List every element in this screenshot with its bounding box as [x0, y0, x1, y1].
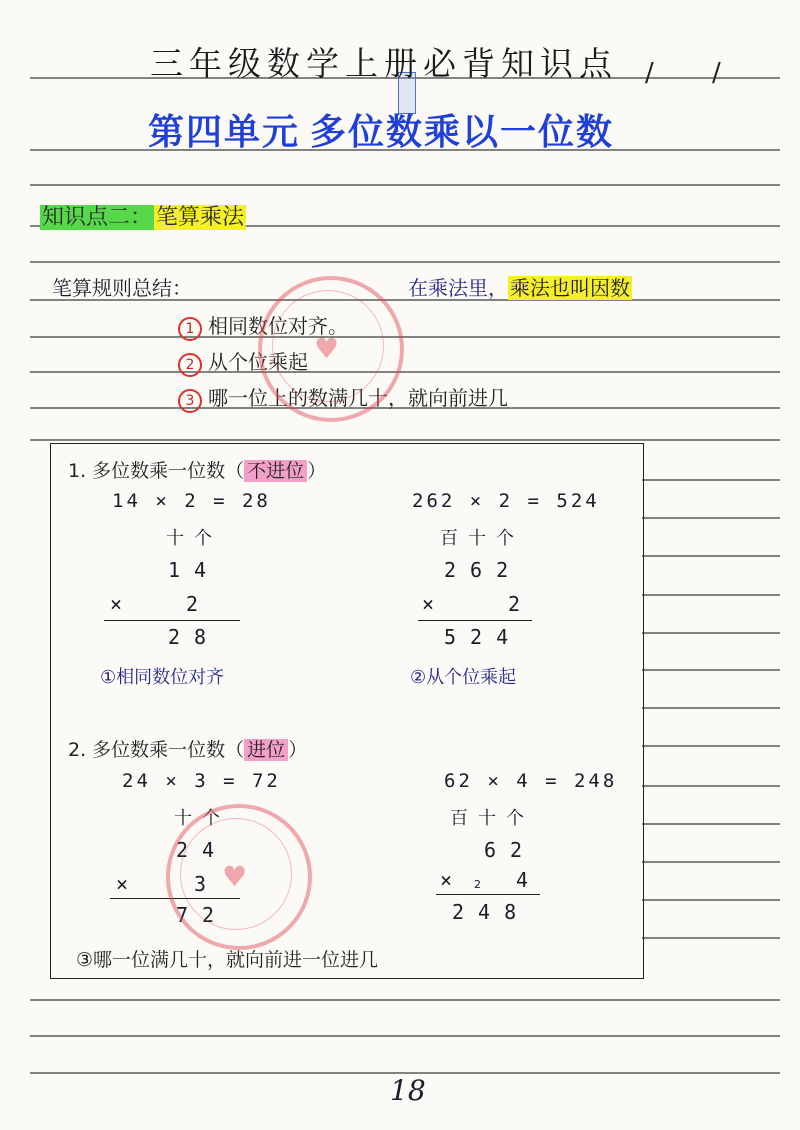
- unit-subtitle: 多位数乘以一位数: [310, 112, 615, 153]
- section1-left-bottom: 2: [186, 592, 213, 616]
- section2-left-result: 72: [176, 903, 229, 927]
- knowledge-point-heading: [40, 200, 246, 231]
- section1-left-result: 28: [168, 625, 221, 649]
- section1-note-right: ②从个位乘起: [410, 667, 517, 688]
- red-stamp: [166, 804, 312, 950]
- rule-number: 2: [178, 353, 202, 377]
- heart-icon: ♥: [222, 860, 248, 893]
- section2-left-mult: ×: [116, 872, 143, 896]
- section2-left-bottom: 3: [194, 872, 221, 896]
- section2-right-result: 248: [452, 900, 531, 924]
- section1-left-mult: ×: [110, 592, 137, 616]
- section2-right-places: 百十个: [450, 808, 534, 829]
- section1-tag: 不进位: [244, 460, 307, 482]
- section1-heading-close: ）: [307, 460, 327, 482]
- unit-title: 第四单元: [148, 112, 301, 153]
- rule-number: 1: [178, 317, 202, 341]
- section1-right-mult: ×: [422, 592, 449, 616]
- section1-heading-text: 1. 多位数乘一位数（: [68, 460, 245, 482]
- section2-heading-close: ）: [288, 739, 308, 761]
- page-title: 三年级数学上册必背知识点: [150, 44, 618, 83]
- section2-right-mult: ×: [440, 868, 467, 892]
- section1-right-equation: 262 × 2 = 524: [412, 490, 600, 512]
- slash-mark: /: [645, 58, 654, 88]
- section1-right-result: 524: [444, 625, 523, 649]
- section2-left-equation: 24 × 3 = 72: [122, 770, 281, 792]
- rule-text: 哪一位上的数满几十，就向前进几: [208, 386, 508, 410]
- section2-tag: 进位: [244, 739, 288, 761]
- section2-note: ③哪一位满几十，就向前进一位进几: [76, 949, 379, 971]
- page-number: 18: [390, 1074, 426, 1107]
- section1-left-equation: 14 × 2 = 28: [112, 490, 271, 512]
- summary-label: 笔算规则总结：: [52, 276, 192, 300]
- section1-note-left: ①相同数位对齐: [100, 667, 225, 688]
- section1-right-places: 百十个: [440, 528, 524, 549]
- rule-text: 从个位乘起: [208, 350, 308, 374]
- section1-right-bottom: 2: [508, 592, 535, 616]
- rule-text: 相同数位对齐。: [208, 314, 348, 338]
- knowledge-point-prefix: 知识点二：: [42, 205, 153, 230]
- section1-left-places: 十个: [166, 528, 222, 549]
- note-prefix: 在乘法里，: [408, 276, 508, 300]
- rule-number: 3: [178, 389, 202, 413]
- multiplication-note: [408, 272, 632, 301]
- section1-left-bar: [104, 620, 240, 621]
- section1-left-top: 14: [168, 558, 221, 582]
- section2-left-places: 十个: [174, 808, 230, 829]
- section2-right-bottom: 4: [516, 868, 543, 892]
- knowledge-point-title: 笔算乘法: [156, 205, 245, 230]
- section2-heading-text: 2. 多位数乘一位数（: [68, 739, 245, 761]
- slash-mark: /: [712, 58, 721, 88]
- section2-right-equation: 62 × 4 = 248: [444, 770, 618, 792]
- section1-heading: [68, 456, 326, 483]
- note-highlight: 乘法也叫因数: [510, 276, 630, 300]
- section1-right-bar: [418, 620, 532, 621]
- section2-right-bar: [436, 894, 540, 895]
- section1-right-top: 262: [444, 558, 523, 582]
- section2-right-top: 62: [484, 838, 537, 862]
- section2-left-top: 24: [176, 838, 229, 862]
- red-stamp: [258, 276, 404, 422]
- section2-heading: [68, 735, 307, 762]
- heart-icon: ♥: [314, 332, 340, 365]
- section2-right-carry: 2: [474, 878, 481, 891]
